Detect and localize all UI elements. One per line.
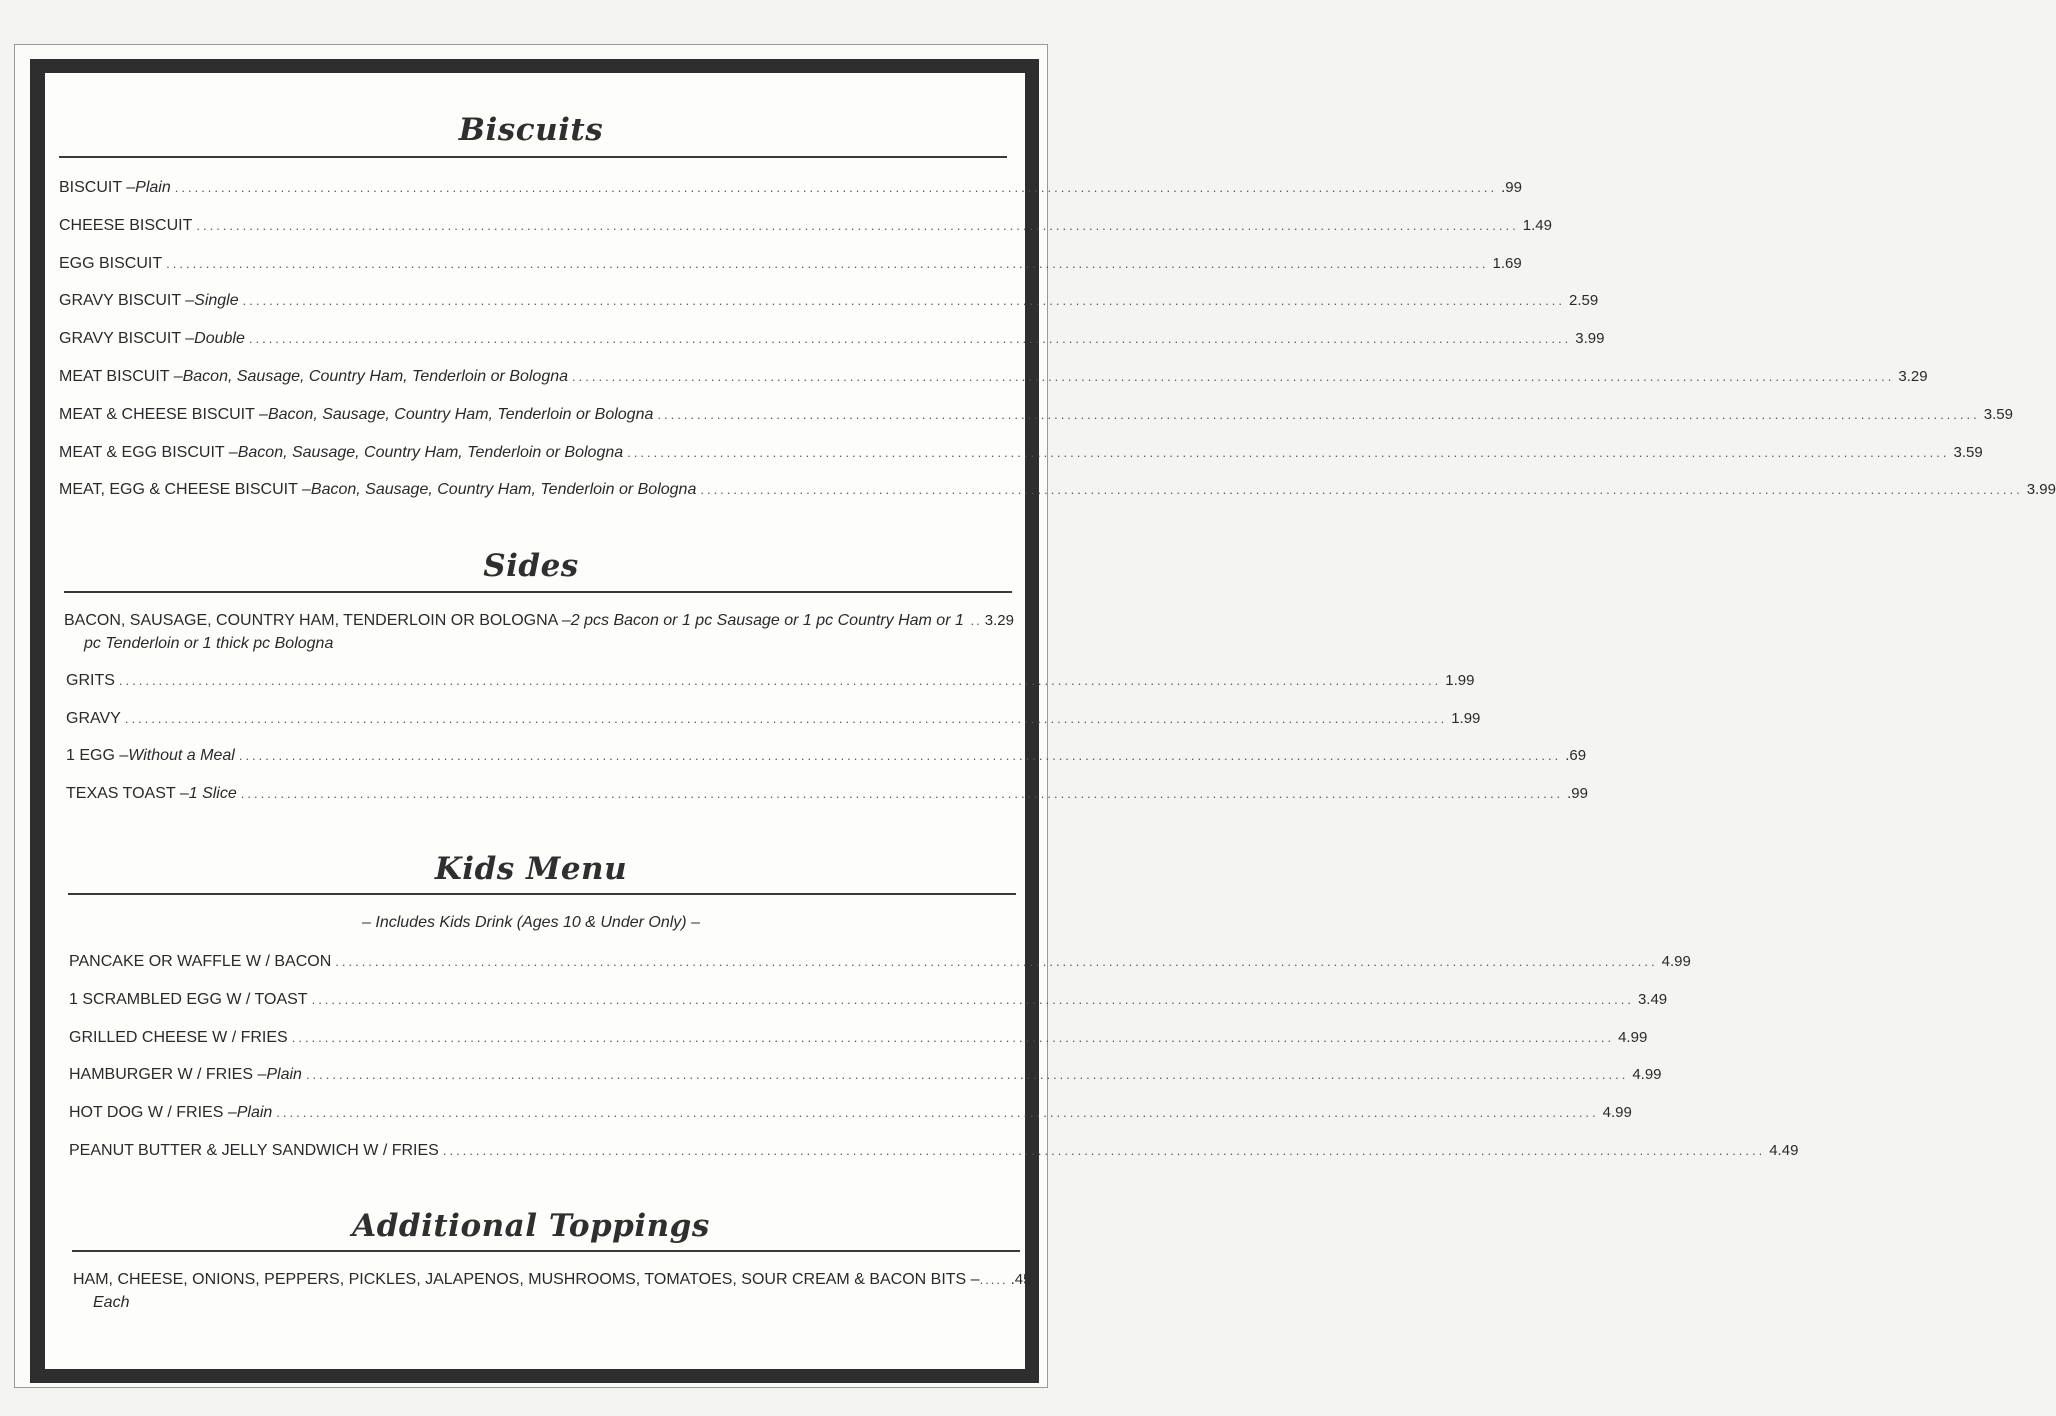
item-name: MEAT & CHEESE BISCUIT –	[59, 405, 268, 423]
menu-item	[66, 747, 1587, 765]
sides-meat-item	[64, 609, 1014, 655]
item-description: Double	[194, 330, 245, 348]
item-price: 4.99	[1661, 953, 1691, 970]
menu-item	[59, 405, 2013, 424]
dot-leader: ........................................................................................................................................................................................................	[335, 954, 1658, 969]
item-price: 3.99	[1575, 330, 1605, 348]
item-description: Single	[194, 292, 239, 310]
item-name: BISCUIT –	[59, 179, 136, 196]
dot-leader: ........................................................................................................................................................................................................	[238, 748, 1562, 763]
menu-item	[69, 953, 1691, 971]
menu-item	[59, 481, 2056, 499]
item-name: GRAVY BISCUIT –	[59, 330, 195, 348]
item-price: 1.99	[1445, 672, 1475, 689]
item-price: 3.59	[1953, 443, 1983, 461]
item-price: 3.29	[984, 612, 1014, 629]
menu-item	[59, 254, 1522, 273]
sides-rule	[64, 591, 1012, 593]
dot-leader: ........................................................................................................................................................................................................	[248, 331, 1572, 347]
kids-menu-rule	[68, 893, 1016, 895]
item-price: 2.59	[1569, 292, 1599, 310]
item-name: TEXAS TOAST –	[66, 784, 189, 802]
item-description-continued: Each	[93, 1294, 130, 1311]
dot-leader: ........................................................................................................................................................................................................	[657, 406, 1980, 422]
item-price: 4.99	[1618, 1028, 1648, 1046]
toppings-heading: Additional Toppings	[352, 1208, 710, 1244]
dot-leader: ........................................................................................................................................................................................................	[305, 1067, 1629, 1083]
biscuits-heading: Biscuits	[458, 112, 604, 148]
menu-item	[69, 1028, 1648, 1047]
item-description: 2 pcs Bacon or 1 pc Sausage or 1 pc Country Ham or 1	[570, 612, 964, 629]
dot-leader: ........................................................................................................................................................................................................	[118, 673, 1442, 688]
item-price: .69	[1565, 747, 1587, 764]
kids-menu-heading: Kids Menu	[434, 851, 628, 887]
menu-item	[59, 292, 1599, 310]
item-price: 4.99	[1602, 1104, 1632, 1122]
dot-leader: ........................................................................................................................................................................................................	[242, 293, 1566, 309]
item-description: 1 Slice	[188, 784, 237, 802]
toppings-item	[73, 1268, 1032, 1314]
item-name: MEAT & EGG BISCUIT –	[59, 443, 238, 461]
item-name: MEAT BISCUIT –	[59, 368, 183, 385]
item-price: 1.69	[1492, 254, 1522, 272]
biscuits-rule	[59, 156, 1007, 158]
menu-item	[59, 443, 1983, 462]
dot-leader: ........................................................................................................................................................................................................	[124, 710, 1448, 726]
item-price: 3.29	[1898, 368, 1928, 385]
dot-leader: ........................................................................................................................................................................................................	[700, 482, 2023, 498]
dot-leader: ........................................................................................................................................................................................................	[166, 255, 1489, 271]
item-name: GRAVY BISCUIT –	[59, 292, 195, 310]
item-price: .99	[1567, 784, 1588, 802]
menu-item	[66, 784, 1588, 803]
item-name: EGG BISCUIT	[59, 254, 163, 272]
menu-item	[66, 672, 1475, 690]
item-price: 4.99	[1632, 1066, 1662, 1084]
item-name: HAMBURGER W / FRIES –	[69, 1066, 267, 1084]
item-name: GRITS	[66, 672, 115, 689]
item-price: 1.49	[1522, 216, 1552, 234]
item-price: 1.99	[1451, 709, 1481, 727]
item-leader: .....	[979, 1272, 1008, 1287]
item-description: Bacon, Sausage, Country Ham, Tenderloin or Bologna	[237, 443, 624, 461]
item-description: Bacon, Sausage, Country Ham, Tenderloin or Bologna	[267, 405, 654, 423]
item-price: 3.59	[1983, 405, 2013, 423]
item-price: 3.49	[1637, 990, 1668, 1008]
item-description: Plain	[236, 1104, 273, 1122]
dot-leader: ........................................................................................................................................................................................................	[572, 369, 1895, 384]
item-price: .45	[1010, 1271, 1032, 1288]
dot-leader: ........................................................................................................................................................................................................	[276, 1105, 1599, 1121]
item-description: Bacon, Sausage, Country Ham, Tenderloin or Bologna	[182, 368, 569, 385]
item-name: HAM, CHEESE, ONIONS, PEPPERS, PICKLES, JALAPENOS, MUSHROOMS, TOMATOES, SOUR CREAM & BACON BITS –	[73, 1271, 980, 1288]
dot-leader: ........................................................................................................................................................................................................	[311, 991, 1634, 1007]
item-description: Plain	[266, 1066, 302, 1084]
item-description: Plain	[135, 179, 171, 196]
menu-item	[69, 1104, 1632, 1122]
menu-item	[59, 216, 1552, 235]
menu-item	[69, 1142, 1799, 1160]
item-name: 1 SCRAMBLED EGG W / TOAST	[69, 990, 308, 1008]
item-name: BACON, SAUSAGE, COUNTRY HAM, TENDERLOIN OR BOLOGNA –	[64, 612, 571, 629]
dot-leader: ........................................................................................................................................................................................................	[196, 217, 1519, 233]
menu-item	[69, 990, 1668, 1009]
item-name: HOT DOG W / FRIES –	[69, 1104, 237, 1122]
kids-menu-note: – Includes Kids Drink (Ages 10 & Under Only) –	[362, 914, 700, 931]
menu-item	[59, 368, 1928, 386]
item-name: GRILLED CHEESE W / FRIES	[69, 1028, 288, 1046]
dot-leader: ........................................................................................................................................................................................................	[240, 785, 1564, 801]
dot-leader: ........................................................................................................................................................................................................	[174, 180, 1498, 195]
sides-heading: Sides	[483, 548, 579, 584]
item-leader: ..	[970, 613, 982, 628]
item-description: Bacon, Sausage, Country Ham, Tenderloin or Bologna	[310, 481, 697, 499]
dot-leader: ........................................................................................................................................................................................................	[442, 1143, 1766, 1158]
item-name: MEAT, EGG & CHEESE BISCUIT –	[59, 481, 311, 499]
menu-item	[69, 1066, 1662, 1084]
menu-item	[59, 330, 1605, 348]
item-name: PANCAKE OR WAFFLE W / BACON	[69, 953, 332, 970]
toppings-rule	[72, 1250, 1020, 1252]
item-name: 1 EGG –	[66, 747, 129, 764]
item-name: CHEESE BISCUIT	[59, 216, 193, 234]
item-name: GRAVY	[66, 709, 121, 727]
menu-item	[66, 709, 1481, 728]
item-description: Without a Meal	[128, 747, 235, 764]
item-price: 3.99	[2026, 481, 2056, 499]
dot-leader: ........................................................................................................................................................................................................	[627, 444, 1950, 460]
item-description-continued: pc Tenderloin or 1 thick pc Bologna	[84, 635, 334, 652]
item-price: .99	[1501, 179, 1522, 196]
menu-item	[59, 179, 1522, 197]
item-name: PEANUT BUTTER & JELLY SANDWICH W / FRIES	[69, 1142, 439, 1159]
dot-leader: ........................................................................................................................................................................................................	[291, 1029, 1615, 1045]
item-price: 4.49	[1769, 1142, 1799, 1159]
